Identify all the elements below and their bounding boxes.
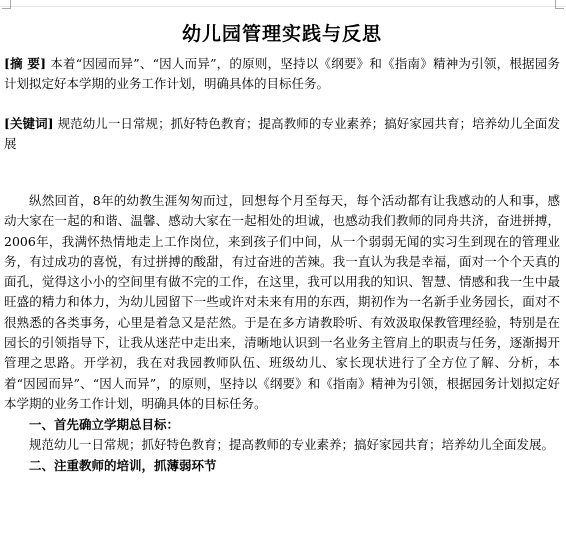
- keywords-label: [关键词]: [4, 116, 54, 131]
- page-top-edge: [0, 0, 566, 7]
- abstract-paragraph: [4, 54, 560, 94]
- keywords-paragraph: [4, 114, 560, 154]
- keywords-text: 规范幼儿一日常规；抓好特色教育；提高教师的专业素养；搞好家园共育；培养幼儿全面发展: [4, 116, 560, 151]
- section-heading-1: 一、首先确立学期总目标：: [29, 417, 180, 433]
- abstract-text: 本着“因园而异”、“因人而异”，的原则，坚持以《纲要》和《指南》精神为引领，根据园务计划拟定好本学期的业务工作计划，明确具体的目标任务。: [4, 56, 560, 91]
- abstract-label: [摘 要]: [4, 56, 47, 71]
- document-title: 幼儿园管理实践与反思: [181, 23, 382, 45]
- body-paragraph: 纵然回首，8年的幼教生涯匆匆而过，回想每个月至每天，每个活动都有让我感动的人和事，感动大家在一起的和谐、温馨、感动大家在一起相处的坦诚，也感动我们教师的同舟共济，奋进拼搏，2006年，我满怀热情地走上工作岗位，来到孩子们中间，从一个弱弱无闻的实习生到现在的管理业务，有过成功的喜悦，有过拼搏的酸甜，有过奋进的苦辣。我一直认为我是幸福，面对一个个天真的面孔，觉得这小小的空间里有做不完的工作，在这里，我可以用我的知识、智慧、情感和我一生中最旺盛的精力和体力，为幼儿园留下一些或许对未来有用的东西，期初作为一名新手业务园长，面对不很熟悉的各类事务，心里是着急又是茫然。于是在多方请教聆听、有效汲取保教管理经验，特别是在园长的引领指导下，让我从迷茫中走出来，清晰地认识到一名业务主管肩上的职责与任务，逐渐揭开管理之思路。开学初，我在对我园教师队伍、班级幼儿、家长现状进行了全方位了解、分析，本着“因园而异”、“因人而异”，的原则，坚持以《纲要》和《指南》精神为引领，根据园务计划拟定好本学期的业务工作计划，明确具体的目标任务。: [4, 193, 560, 411]
- document-page: [4, 8, 560, 476]
- section-heading-2: 二、注重教师的培训，抓薄弱环节: [29, 458, 217, 474]
- section-1-text: 规范幼儿一日常规；抓好特色教育；提高教师的专业素养；搞好家园共育；培养幼儿全面发展。: [29, 437, 555, 453]
